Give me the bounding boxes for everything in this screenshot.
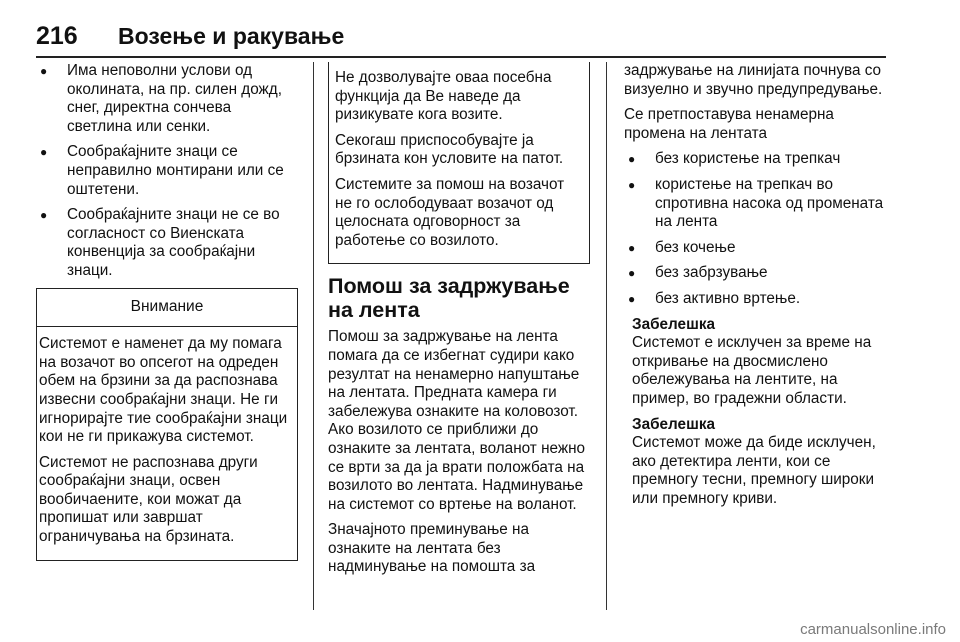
list-item: ● Сообраќајните знаци не се во согласност со Виенската конвенција за сообраќајни знаци. (36, 206, 298, 280)
warning-paragraph: Системите за помош на возачот не го ослободуваат возачот од целосната одговорност за работење со возилото. (335, 175, 565, 249)
column-3 (624, 62, 886, 515)
section-heading: Помош за задржување на лента (328, 274, 570, 323)
warning-paragraph: Системот е наменет да му помага на возачот во опсегот на одреден обем на брзини за да распознава извесни сообраќајни знаци. Не ги игнорирајте тие сообраќајни знаци кои не ги прикажува системот. (39, 335, 288, 446)
warning-paragraph: Не дозволувајте оваа посебна функција да Ве наведе да ризикувате кога возите. (335, 69, 552, 124)
note-block (624, 416, 886, 509)
warning-paragraph: Системот не распознава други сообраќајни знаци, освен вообичаените, кои можат да пропишат или завршат ограничувања на брзината. (39, 453, 258, 546)
list-item: ● Има неповолни услови од околината, на пр. силен дожд, снег, директна сончева светлина или сенки. (36, 62, 298, 136)
list-item: ● Сообраќајните знаци се неправилно монтирани или се оштетени. (36, 143, 298, 199)
warning-paragraph: Секогаш приспособувајте ја брзината кон условите на патот. (335, 131, 564, 168)
column-1 (36, 62, 298, 561)
lane-change-conditions (624, 150, 886, 308)
warning-title: Внимание (37, 288, 297, 328)
column-divider (313, 62, 314, 610)
page-number: 216 (36, 22, 78, 50)
body-paragraph: задржување на линијата почнува со визуелно и звучно предупредување. (624, 62, 883, 98)
warning-box (36, 288, 298, 561)
list-item: ● без забрзување (624, 264, 886, 283)
column-2 (328, 62, 590, 584)
watermark: carmanualsonline.info (800, 621, 946, 638)
note-block (624, 316, 886, 409)
list-item: ● без активно вртење. (624, 290, 886, 309)
body-paragraph: Значајното преминување на ознаките на лентата без надминување на помошта за (328, 521, 536, 576)
list-item: ● без користење на трепкач (624, 150, 886, 169)
warning-box-continued (328, 62, 590, 264)
note-text: Системот е исклучен за време на откривање на двосмислено обележувања на лентите, на пример, во градежни области. (632, 334, 872, 407)
body-paragraph: Се претпоставува ненамерна промена на лентата (624, 106, 834, 142)
list-item: ● користење на трепкач во спротивна насока од промената на лента (624, 176, 886, 232)
list-item: ● без кочење (624, 239, 886, 258)
body-paragraph: Помош за задржување на лента помага да се избегнат судири како резултат на ненамерно напуштање на лентата. Предната камера ги забележува ознаките на коловозот. Ако возилото се приближи до ознаките за лентата, воланот нежно се врти за да ја врати положбата на возилото во лентата. Надминување на системот со вртење на воланот. (328, 328, 586, 513)
page-header (36, 14, 886, 58)
condition-list (36, 62, 298, 281)
note-title: Забелешка (632, 415, 715, 433)
header-rule (36, 56, 886, 58)
note-text: Системот може да биде исклучен, ако детектира ленти, кои се премногу тесни, премногу широки или премногу криви. (632, 434, 876, 507)
section-title: Возење и ракување (118, 23, 345, 49)
column-divider (606, 62, 607, 610)
note-title: Забелешка (632, 315, 715, 333)
